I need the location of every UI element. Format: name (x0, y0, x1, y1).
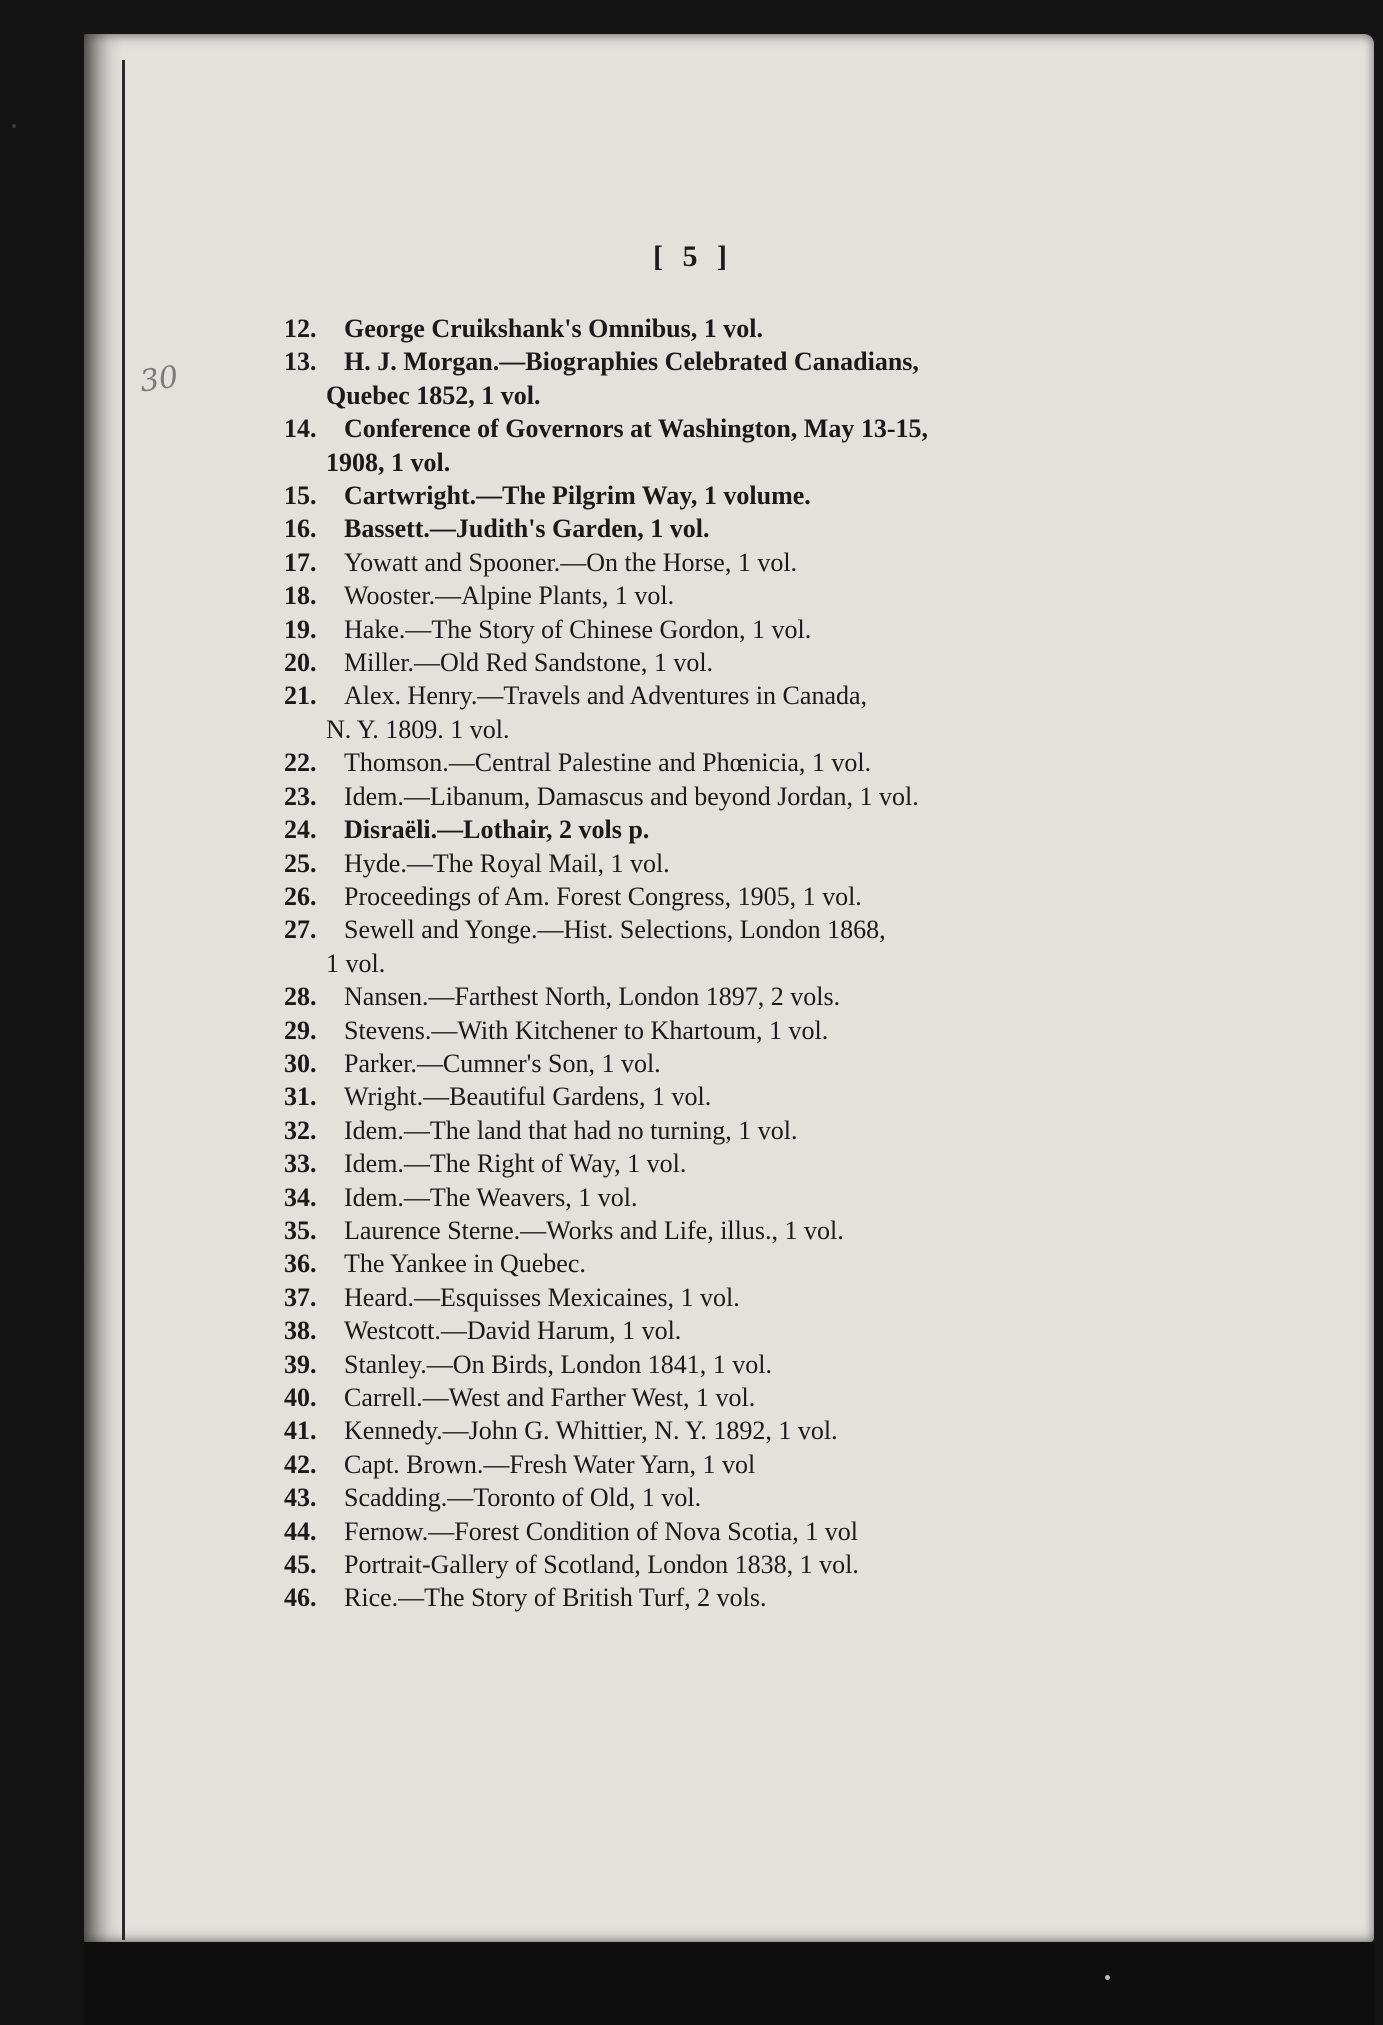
list-item (284, 345, 1124, 412)
list-item (284, 1381, 1124, 1414)
entry-body (344, 646, 1124, 679)
entry-number: 22. (284, 748, 317, 778)
entry-body (344, 780, 1124, 813)
entry-number: 17. (284, 547, 317, 577)
entry-number: 33. (284, 1149, 317, 1179)
entry-text: Miller.—Old Red Sandstone, 1 vol. (344, 648, 714, 678)
entry-text: Rice.—The Story of British Turf, 2 vols. (344, 1583, 767, 1613)
entry-text: Thomson.—Central Palestine and Phœnicia, 1 vol. (344, 748, 872, 778)
entry-body (344, 1214, 1124, 1247)
entry-body (344, 1114, 1124, 1147)
entry-number: 27. (284, 915, 317, 945)
entry-number: 13. (284, 347, 317, 377)
entry-number: 28. (284, 982, 317, 1012)
entry-body (344, 813, 1124, 846)
entry-body (344, 1147, 1124, 1180)
entry-number: 41. (284, 1416, 317, 1446)
entry-body (344, 1247, 1124, 1280)
list-item (284, 1515, 1124, 1548)
margin-annotation: 30 (137, 359, 181, 400)
entry-body (344, 880, 1124, 913)
entry-text: Stanley.—On Birds, London 1841, 1 vol. (344, 1349, 773, 1379)
entry-number: 16. (284, 514, 317, 544)
list-item (284, 1348, 1124, 1381)
list-item (284, 1281, 1124, 1314)
entry-body (326, 679, 1124, 746)
entry-body (344, 1080, 1124, 1113)
list-item (284, 847, 1124, 880)
list-item (284, 780, 1124, 813)
list-item (284, 1548, 1124, 1581)
entry-body (344, 579, 1124, 612)
entry-number: 32. (284, 1115, 317, 1145)
entry-text: Heard.—Esquisses Mexicaines, 1 vol. (344, 1282, 740, 1312)
entry-text: George Cruikshank's Omnibus, 1 vol. (344, 314, 763, 343)
entry-number: 25. (284, 848, 317, 878)
list-item (284, 1414, 1124, 1447)
entry-body (344, 1414, 1124, 1447)
entry-number: 43. (284, 1483, 317, 1513)
list-item (284, 913, 1124, 980)
entry-body (344, 512, 1124, 545)
list-item (284, 1314, 1124, 1347)
entry-number: 37. (284, 1282, 317, 1312)
entry-text: Kennedy.—John G. Whittier, N. Y. 1892, 1 vol. (344, 1416, 838, 1446)
entry-text: Capt. Brown.—Fresh Water Yarn, 1 vol (344, 1449, 756, 1479)
entry-number: 24. (284, 815, 317, 845)
list-item (284, 1147, 1124, 1180)
entry-number: 44. (284, 1516, 317, 1546)
entry-continuation: 1 vol. (326, 948, 386, 978)
entry-number: 18. (284, 581, 317, 611)
entry-body (344, 479, 1124, 512)
entry-number: 26. (284, 881, 317, 911)
entry-body (344, 1515, 1124, 1548)
entry-body (344, 1181, 1124, 1214)
entry-body (326, 345, 1124, 412)
entry-text: Proceedings of Am. Forest Congress, 1905, 1 vol. (344, 881, 862, 911)
entry-body (344, 546, 1124, 579)
entry-body (344, 847, 1124, 880)
entry-text: Hyde.—The Royal Mail, 1 vol. (344, 848, 670, 878)
entry-text: Idem.—The land that had no turning, 1 vol. (344, 1115, 798, 1145)
list-item (284, 512, 1124, 545)
list-item (284, 312, 1124, 345)
entry-text: Alex. Henry.—Travels and Adventures in Canada, (344, 681, 868, 711)
entry-continuation: N. Y. 1809. 1 vol. (326, 714, 510, 744)
entry-body (344, 312, 1124, 345)
dust-speck (12, 124, 16, 128)
entry-text: Parker.—Cumner's Son, 1 vol. (344, 1048, 661, 1078)
entry-body (326, 412, 1124, 479)
list-item (284, 1047, 1124, 1080)
entry-body (344, 1348, 1124, 1381)
list-item (284, 1080, 1124, 1113)
entry-number: 45. (284, 1550, 317, 1580)
list-item (284, 479, 1124, 512)
binding-edge (122, 60, 125, 1940)
list-item (284, 646, 1124, 679)
entry-text: Idem.—Libanum, Damascus and beyond Jordan, 1 vol. (344, 781, 919, 811)
list-item (284, 1014, 1124, 1047)
entry-body (344, 613, 1124, 646)
list-item (284, 579, 1124, 612)
entry-number: 38. (284, 1316, 317, 1346)
list-item (284, 1481, 1124, 1514)
entry-number: 34. (284, 1182, 317, 1212)
entry-number: 42. (284, 1449, 317, 1479)
entry-body (344, 1448, 1124, 1481)
entry-number: 19. (284, 614, 317, 644)
entry-body (344, 1314, 1124, 1347)
list-item (284, 679, 1124, 746)
entry-text: Stevens.—With Kitchener to Khartoum, 1 vol. (344, 1015, 829, 1045)
entry-body (344, 1281, 1124, 1314)
entry-text: Scadding.—Toronto of Old, 1 vol. (344, 1483, 702, 1513)
entry-number: 23. (284, 781, 317, 811)
entry-number: 14. (284, 414, 317, 444)
list-item (284, 613, 1124, 646)
entry-number: 36. (284, 1249, 317, 1279)
entry-number: 40. (284, 1383, 317, 1412)
entry-text: Portrait-Gallery of Scotland, London 1838, 1 vol. (344, 1550, 859, 1580)
entry-number: 30. (284, 1048, 317, 1078)
scan-border (84, 1942, 1374, 2025)
entry-continuation: 1908, 1 vol. (326, 447, 451, 477)
entry-body (344, 1014, 1124, 1047)
entry-text: The Yankee in Quebec. (344, 1249, 586, 1279)
entry-text: Nansen.—Farthest North, London 1897, 2 vols. (344, 982, 841, 1012)
entry-text: Wooster.—Alpine Plants, 1 vol. (344, 581, 675, 611)
entry-text: Hake.—The Story of Chinese Gordon, 1 vol. (344, 614, 812, 644)
catalogue-list (284, 312, 1124, 1615)
entry-number: 39. (284, 1349, 317, 1379)
entry-text: Wright.—Beautiful Gardens, 1 vol. (344, 1082, 712, 1112)
entry-body (344, 1047, 1124, 1080)
entry-body (344, 980, 1124, 1013)
entry-body (344, 1581, 1124, 1614)
entry-number: 29. (284, 1015, 317, 1045)
entry-number: 12. (284, 314, 317, 343)
page-number: [ 5 ] (653, 240, 733, 273)
entry-number: 46. (284, 1583, 317, 1613)
entry-body (344, 1481, 1124, 1514)
list-item (284, 980, 1124, 1013)
entry-text: Bassett.—Judith's Garden, 1 vol. (344, 514, 710, 544)
dust-speck (1105, 1975, 1110, 1980)
entry-text: Idem.—The Weavers, 1 vol. (344, 1182, 638, 1212)
entry-text: Laurence Sterne.—Works and Life, illus., 1 vol. (344, 1215, 844, 1245)
list-item (284, 1114, 1124, 1147)
list-item (284, 1448, 1124, 1481)
entry-text: Conference of Governors at Washington, May 13-15, (344, 414, 928, 444)
list-item (284, 1581, 1124, 1614)
list-item (284, 546, 1124, 579)
entry-continuation: Quebec 1852, 1 vol. (326, 380, 541, 410)
page-shadow (84, 34, 122, 1942)
entry-text: Fernow.—Forest Condition of Nova Scotia, 1 vol (344, 1516, 858, 1546)
entry-text: Disraëli.—Lothair, 2 vols p. (344, 815, 650, 845)
entry-text: Westcott.—David Harum, 1 vol. (344, 1316, 682, 1346)
entry-number: 31. (284, 1082, 317, 1112)
list-item (284, 1181, 1124, 1214)
entry-text: Idem.—The Right of Way, 1 vol. (344, 1149, 687, 1179)
entry-text: Carrell.—West and Farther West, 1 vol. (344, 1383, 756, 1412)
entry-body (344, 746, 1124, 779)
entry-number: 35. (284, 1215, 317, 1245)
entry-text: Cartwright.—The Pilgrim Way, 1 volume. (344, 481, 811, 511)
entry-body (344, 1548, 1124, 1581)
list-item (284, 813, 1124, 846)
entry-body (326, 913, 1124, 980)
entry-text: H. J. Morgan.—Biographies Celebrated Canadians, (344, 347, 919, 377)
list-item (284, 880, 1124, 913)
entry-number: 15. (284, 481, 317, 511)
entry-text: Yowatt and Spooner.—On the Horse, 1 vol. (344, 547, 798, 577)
list-item (284, 746, 1124, 779)
entry-body (344, 1381, 1124, 1414)
list-item (284, 412, 1124, 479)
entry-text: Sewell and Yonge.—Hist. Selections, London 1868, (344, 915, 886, 945)
entry-number: 21. (284, 681, 317, 711)
list-item (284, 1247, 1124, 1280)
list-item (284, 1214, 1124, 1247)
entry-number: 20. (284, 648, 317, 678)
